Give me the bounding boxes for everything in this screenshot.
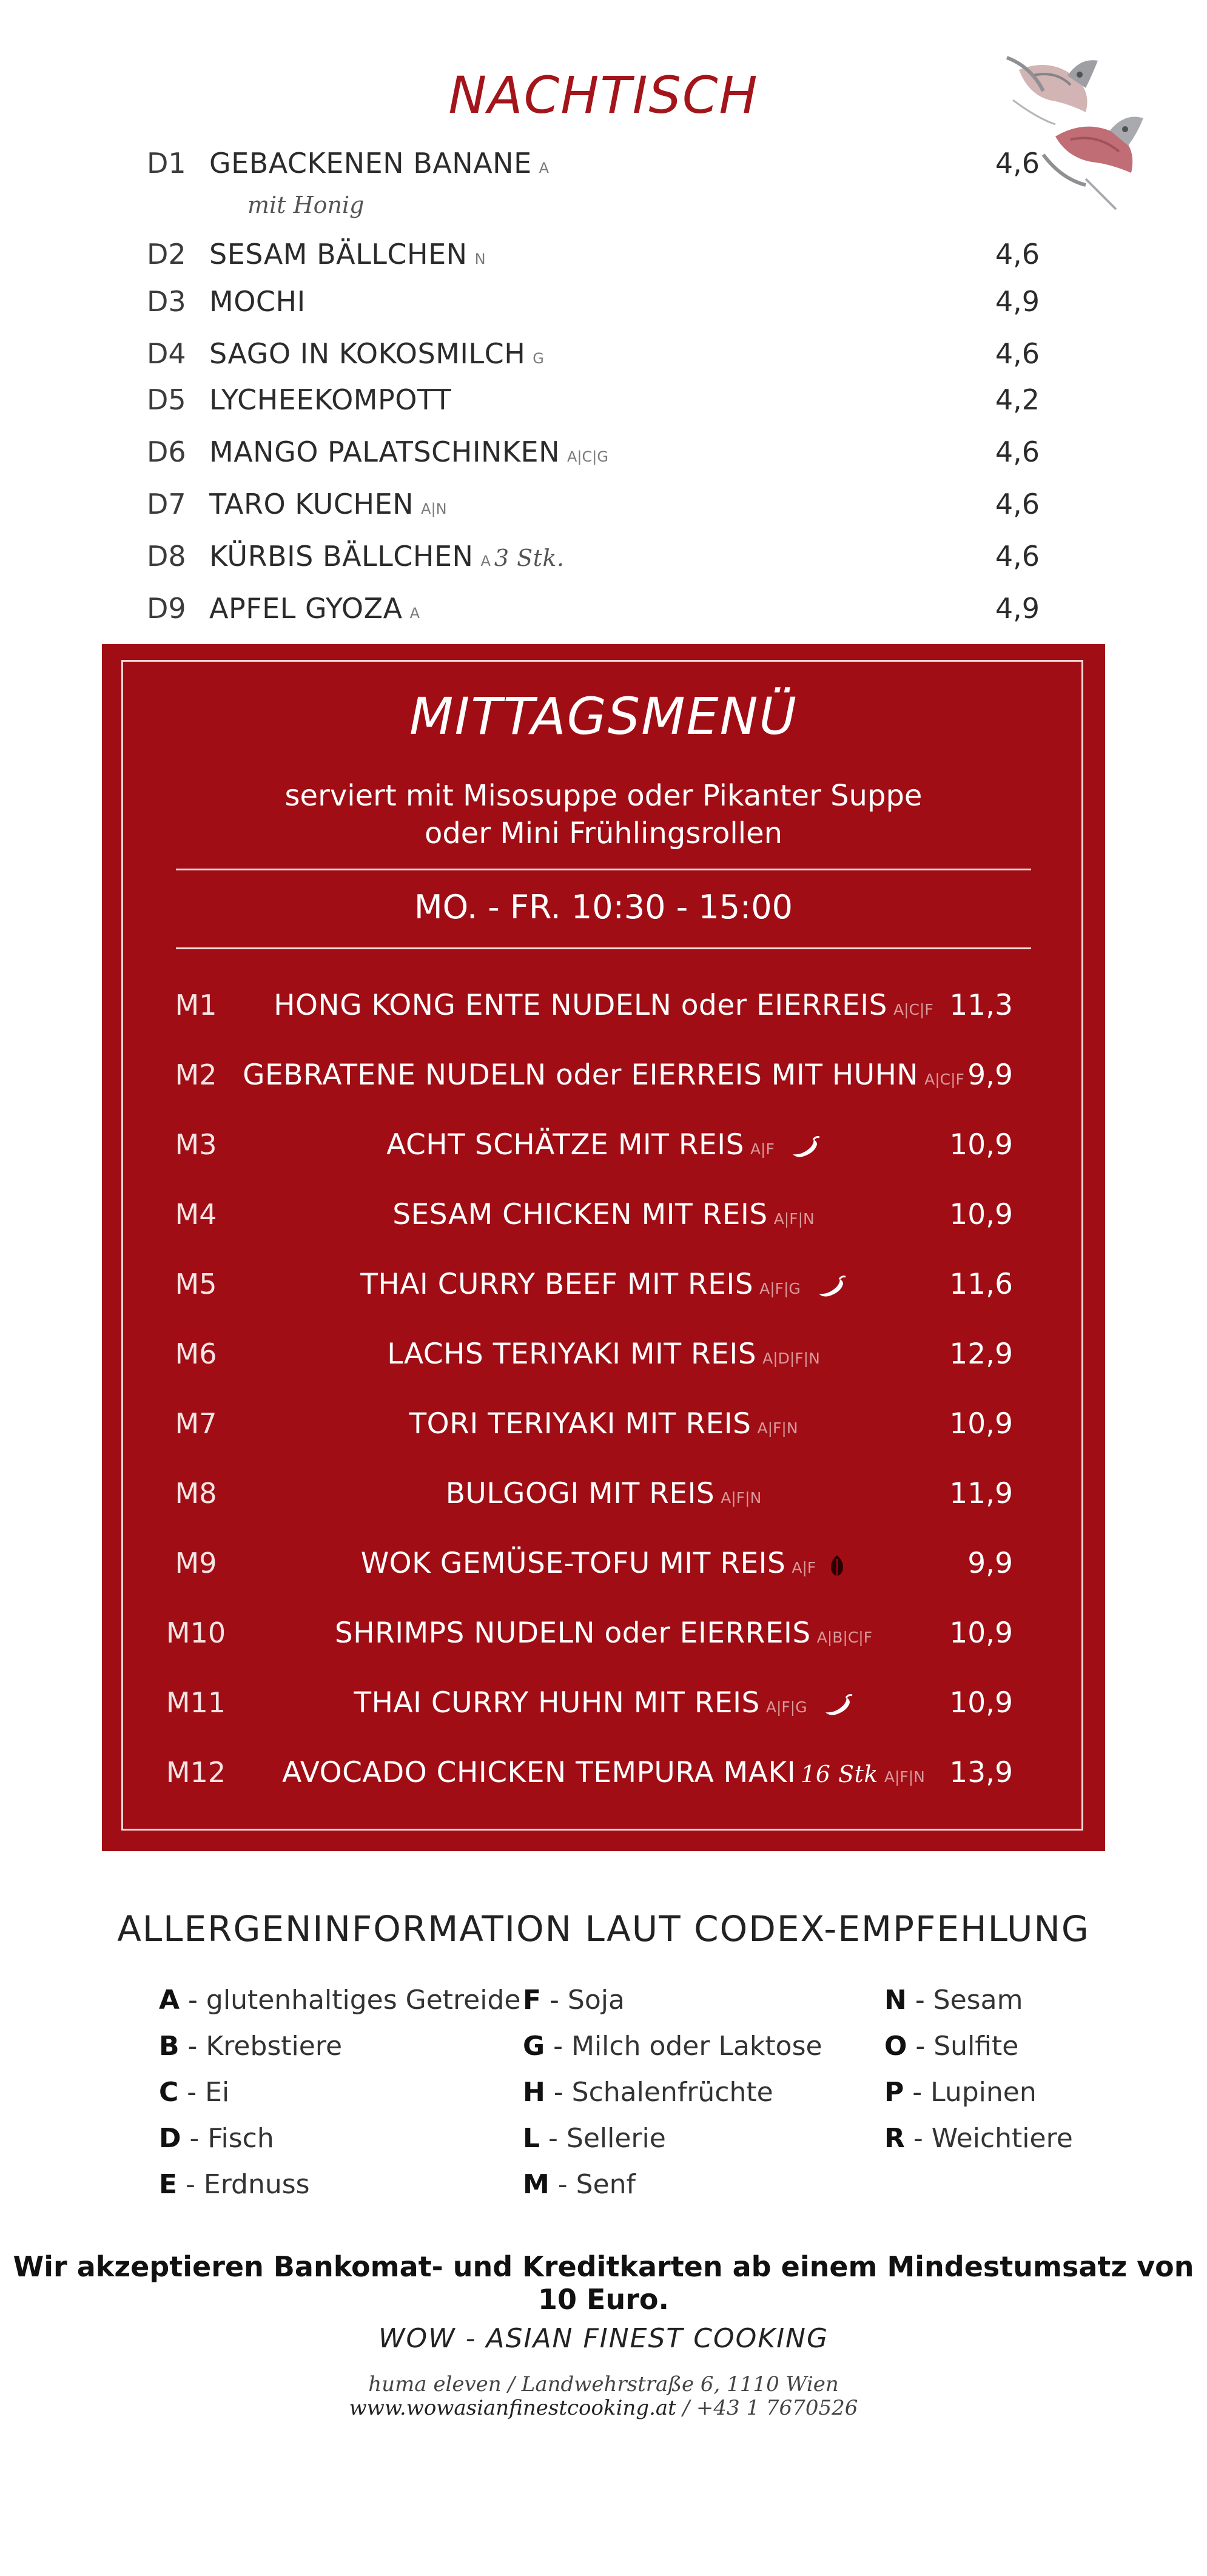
allergen-letter: C: [159, 2077, 179, 2108]
allergen-codes: A|F|G: [765, 1698, 807, 1716]
item-name: ACHT SCHÄTZE MIT REIS: [386, 1128, 744, 1162]
allergen-letter: O: [884, 2031, 907, 2062]
allergen-codes: A: [409, 605, 420, 622]
allergen-letter: G: [523, 2031, 545, 2062]
allergen-legend-item: [884, 2077, 1037, 2108]
allergen-label: - Sesam: [906, 1985, 1023, 2016]
item-price: 10,9: [949, 1128, 1013, 1162]
item-name-line: [209, 383, 451, 416]
allergen-letter: D: [159, 2123, 181, 2154]
allergen-legend-item: [159, 2169, 310, 2200]
item-price: 4,9: [995, 592, 1040, 625]
allergen-letter: M: [523, 2169, 550, 2200]
item-name: GEBRATENE NUDELN oder EIERREIS MIT HUHN: [243, 1058, 919, 1092]
dessert-item: [0, 435, 1207, 484]
allergen-codes: A|F|N: [721, 1489, 762, 1507]
lunch-item: [102, 1128, 1105, 1177]
item-price: 12,9: [949, 1337, 1013, 1371]
allergen-label: - Erdnuss: [177, 2169, 310, 2200]
lunch-item: [102, 1547, 1105, 1595]
dessert-item: [0, 147, 1207, 195]
item-name-line: [209, 285, 306, 318]
allergen-codes: A|C|F: [893, 1001, 933, 1018]
address: huma eleven / Landwehrstraße 6, 1110 Wien: [368, 2372, 839, 2396]
dessert-item-note: mit Honig: [247, 192, 365, 218]
allergen-legend-item: [523, 2031, 822, 2062]
item-price: 13,9: [949, 1756, 1013, 1789]
item-price: 4,6: [995, 337, 1040, 370]
phone-number[interactable]: +43 1 7670526: [696, 2396, 858, 2420]
allergen-codes: A|N: [421, 500, 447, 517]
item-name-line: [209, 337, 544, 370]
allergen-label: - Krebstiere: [179, 2031, 343, 2062]
item-price: 10,9: [949, 1686, 1013, 1720]
item-note: 3 Stk.: [494, 545, 565, 571]
divider: [176, 869, 1031, 870]
allergen-label: - Ei: [178, 2077, 230, 2108]
allergen-legend-item: [523, 2123, 666, 2154]
allergen-legend-item: [884, 2123, 1073, 2154]
lunch-item: [102, 1268, 1105, 1316]
allergen-legend-item: [523, 2169, 636, 2200]
item-code: M2: [175, 1058, 217, 1091]
allergen-codes: A: [480, 553, 491, 570]
allergen-label: - Sulfite: [907, 2031, 1019, 2062]
item-code: M8: [175, 1477, 217, 1510]
allergen-letter: H: [523, 2077, 545, 2108]
item-price: 4,6: [995, 435, 1040, 468]
item-name: AVOCADO CHICKEN TEMPURA MAKI: [282, 1756, 796, 1789]
item-name-line: [209, 592, 420, 625]
dessert-item: [0, 488, 1207, 536]
item-price: 11,6: [949, 1268, 1013, 1301]
item-price: 4,6: [995, 540, 1040, 573]
separator: /: [676, 2396, 696, 2420]
allergen-codes: A|F|G: [759, 1280, 801, 1297]
payment-note: Wir akzeptieren Bankomat- und Kreditkarten ab einem Mindestumsatz von 10 Euro.: [13, 2250, 1194, 2316]
dessert-item: [0, 337, 1207, 386]
allergen-codes: A|F|N: [757, 1419, 798, 1437]
allergen-codes: A|B|C|F: [816, 1629, 873, 1646]
lunch-menu-title: MITTAGSMENÜ: [409, 687, 798, 746]
allergen-legend-item: [159, 2031, 342, 2062]
item-name: HONG KONG ENTE NUDELN oder EIERREIS: [274, 989, 887, 1022]
allergen-letter: F: [523, 1985, 542, 2016]
item-name-line: [209, 540, 565, 573]
item-code: M5: [175, 1268, 217, 1300]
dessert-item: [0, 238, 1207, 286]
lunch-item: [102, 1198, 1105, 1246]
allergen-label: - Milch oder Laktose: [545, 2031, 822, 2062]
item-name: TORI TERIYAKI MIT REIS: [409, 1407, 751, 1441]
item-name: SESAM BÄLLCHEN: [209, 238, 468, 271]
allergen-codes: A|C|F: [924, 1071, 964, 1088]
item-price: 11,3: [949, 989, 1013, 1022]
item-name: MOCHI: [209, 285, 306, 318]
allergen-legend-item: [523, 1985, 625, 2016]
item-price: 10,9: [949, 1616, 1013, 1650]
item-price: 9,9: [967, 1547, 1013, 1580]
allergen-label: - Schalenfrüchte: [545, 2077, 773, 2108]
contact-line: [0, 2396, 1207, 2420]
lunch-menu-box: [102, 644, 1105, 1851]
item-name: GEBACKENEN BANANE: [209, 147, 532, 180]
item-code: D1: [147, 147, 186, 180]
item-name: LYCHEEKOMPOTT: [209, 383, 452, 416]
lunch-item: [102, 989, 1105, 1037]
chili-icon: [823, 1694, 853, 1716]
item-code: D5: [147, 383, 186, 416]
allergen-letter: B: [159, 2031, 180, 2062]
allergen-label: - Soja: [541, 1985, 625, 2016]
item-price: 4,6: [995, 488, 1040, 520]
item-name-line: [209, 147, 549, 180]
item-price: 10,9: [949, 1198, 1013, 1231]
allergen-letter: E: [159, 2169, 178, 2200]
allergen-letter: L: [523, 2123, 540, 2154]
item-code: D6: [147, 435, 186, 468]
item-price: 4,2: [995, 383, 1040, 416]
item-code: D2: [147, 238, 186, 271]
dessert-section-title: NACHTISCH: [448, 66, 759, 125]
item-code: D7: [147, 488, 186, 520]
dessert-item: [0, 540, 1207, 588]
allergen-label: - glutenhaltiges Getreide: [180, 1985, 521, 2016]
item-name: THAI CURRY HUHN MIT REIS: [354, 1686, 760, 1720]
item-name-line: [209, 488, 447, 520]
item-name-line: [209, 238, 486, 271]
divider: [176, 947, 1031, 949]
lunch-item: [102, 1058, 1105, 1107]
item-code: D9: [147, 592, 186, 625]
item-code: D3: [147, 285, 186, 318]
item-name: SAGO IN KOKOSMILCH: [209, 337, 526, 370]
item-price: 10,9: [949, 1407, 1013, 1441]
item-name: SESAM CHICKEN MIT REIS: [392, 1198, 768, 1231]
lunch-menu-subtitle: serviert mit Misosuppe oder Pikanter Suppe: [284, 779, 923, 813]
lunch-item: [102, 1337, 1105, 1386]
item-code: D8: [147, 540, 186, 573]
item-name: TARO KUCHEN: [209, 488, 414, 520]
lunch-menu-subtitle: oder Mini Frühlingsrollen: [424, 816, 783, 850]
item-name: SHRIMPS NUDELN oder EIERREIS: [334, 1616, 811, 1650]
allergen-label: - Weichtiere: [904, 2123, 1073, 2154]
item-price: 9,9: [967, 1058, 1013, 1092]
website-link[interactable]: www.wowasianfinestcooking.at: [349, 2396, 676, 2420]
allergen-legend-item: [884, 1985, 1023, 2016]
item-code: M4: [175, 1198, 217, 1231]
allergen-legend-item: [159, 2123, 274, 2154]
chili-icon: [816, 1276, 847, 1297]
allergen-codes: A: [539, 160, 550, 177]
allergen-letter: A: [159, 1985, 180, 2016]
allergen-codes: G: [533, 350, 544, 367]
allergen-legend-item: [884, 2031, 1018, 2062]
allergen-label: - Lupinen: [904, 2077, 1037, 2108]
allergen-codes: A|C|G: [567, 448, 608, 465]
item-name: THAI CURRY BEEF MIT REIS: [360, 1268, 754, 1301]
allergen-codes: A|F: [750, 1140, 775, 1158]
item-name-line: [102, 1547, 1105, 1580]
item-name: MANGO PALATSCHINKEN: [209, 435, 560, 468]
allergen-codes: N: [474, 251, 486, 267]
item-code: M6: [175, 1337, 217, 1370]
item-price: 4,9: [995, 285, 1040, 318]
item-code: M12: [166, 1756, 226, 1789]
item-name: LACHS TERIYAKI MIT REIS: [387, 1337, 757, 1371]
item-price: 4,6: [995, 238, 1040, 271]
lunch-item: [102, 1477, 1105, 1525]
chili-icon: [790, 1136, 821, 1158]
allergen-letter: R: [884, 2123, 905, 2154]
allergen-legend-item: [523, 2077, 773, 2108]
item-code: M3: [175, 1128, 217, 1161]
allergen-legend-item: [159, 1985, 520, 2016]
item-code: M1: [175, 989, 217, 1021]
allergen-letter: N: [884, 1985, 907, 2016]
allergen-label: - Fisch: [181, 2123, 274, 2154]
allergen-info-title: ALLERGENINFORMATION LAUT CODEX-EMPFEHLUNG: [117, 1908, 1090, 1949]
dessert-item: [0, 383, 1207, 432]
item-name-line: [102, 1058, 1105, 1092]
item-code: M11: [166, 1686, 226, 1719]
item-name: WOK GEMÜSE-TOFU MIT REIS: [360, 1547, 786, 1580]
allergen-legend-item: [159, 2077, 229, 2108]
item-code: D4: [147, 337, 186, 370]
item-code: M10: [166, 1616, 226, 1649]
item-name: KÜRBIS BÄLLCHEN: [209, 540, 474, 573]
item-name-line: [209, 435, 608, 468]
item-code: M9: [175, 1547, 217, 1579]
leaf-icon: [828, 1554, 846, 1577]
item-name: APFEL GYOZA: [209, 592, 403, 625]
lunch-item: [102, 1616, 1105, 1665]
item-price: 11,9: [949, 1477, 1013, 1510]
allergen-label: - Senf: [549, 2169, 636, 2200]
item-code: M7: [175, 1407, 217, 1440]
lunch-hours: MO. - FR. 10:30 - 15:00: [414, 888, 793, 926]
allergen-letter: P: [884, 2077, 904, 2108]
restaurant-name: WOW - ASIAN FINEST COOKING: [378, 2323, 829, 2354]
allergen-codes: A|F|N: [884, 1768, 925, 1786]
lunch-item: [102, 1407, 1105, 1456]
dessert-item: [0, 592, 1207, 641]
allergen-codes: A|F|N: [773, 1210, 815, 1228]
item-price: 4,6: [995, 147, 1040, 180]
lunch-item: [102, 1756, 1105, 1804]
item-note: 16 Stk: [801, 1761, 878, 1787]
item-name: BULGOGI MIT REIS: [445, 1477, 715, 1510]
dessert-item: [0, 285, 1207, 334]
allergen-codes: A|D|F|N: [762, 1350, 820, 1367]
allergen-codes: A|F: [792, 1559, 816, 1576]
lunch-item: [102, 1686, 1105, 1735]
allergen-label: - Sellerie: [540, 2123, 666, 2154]
